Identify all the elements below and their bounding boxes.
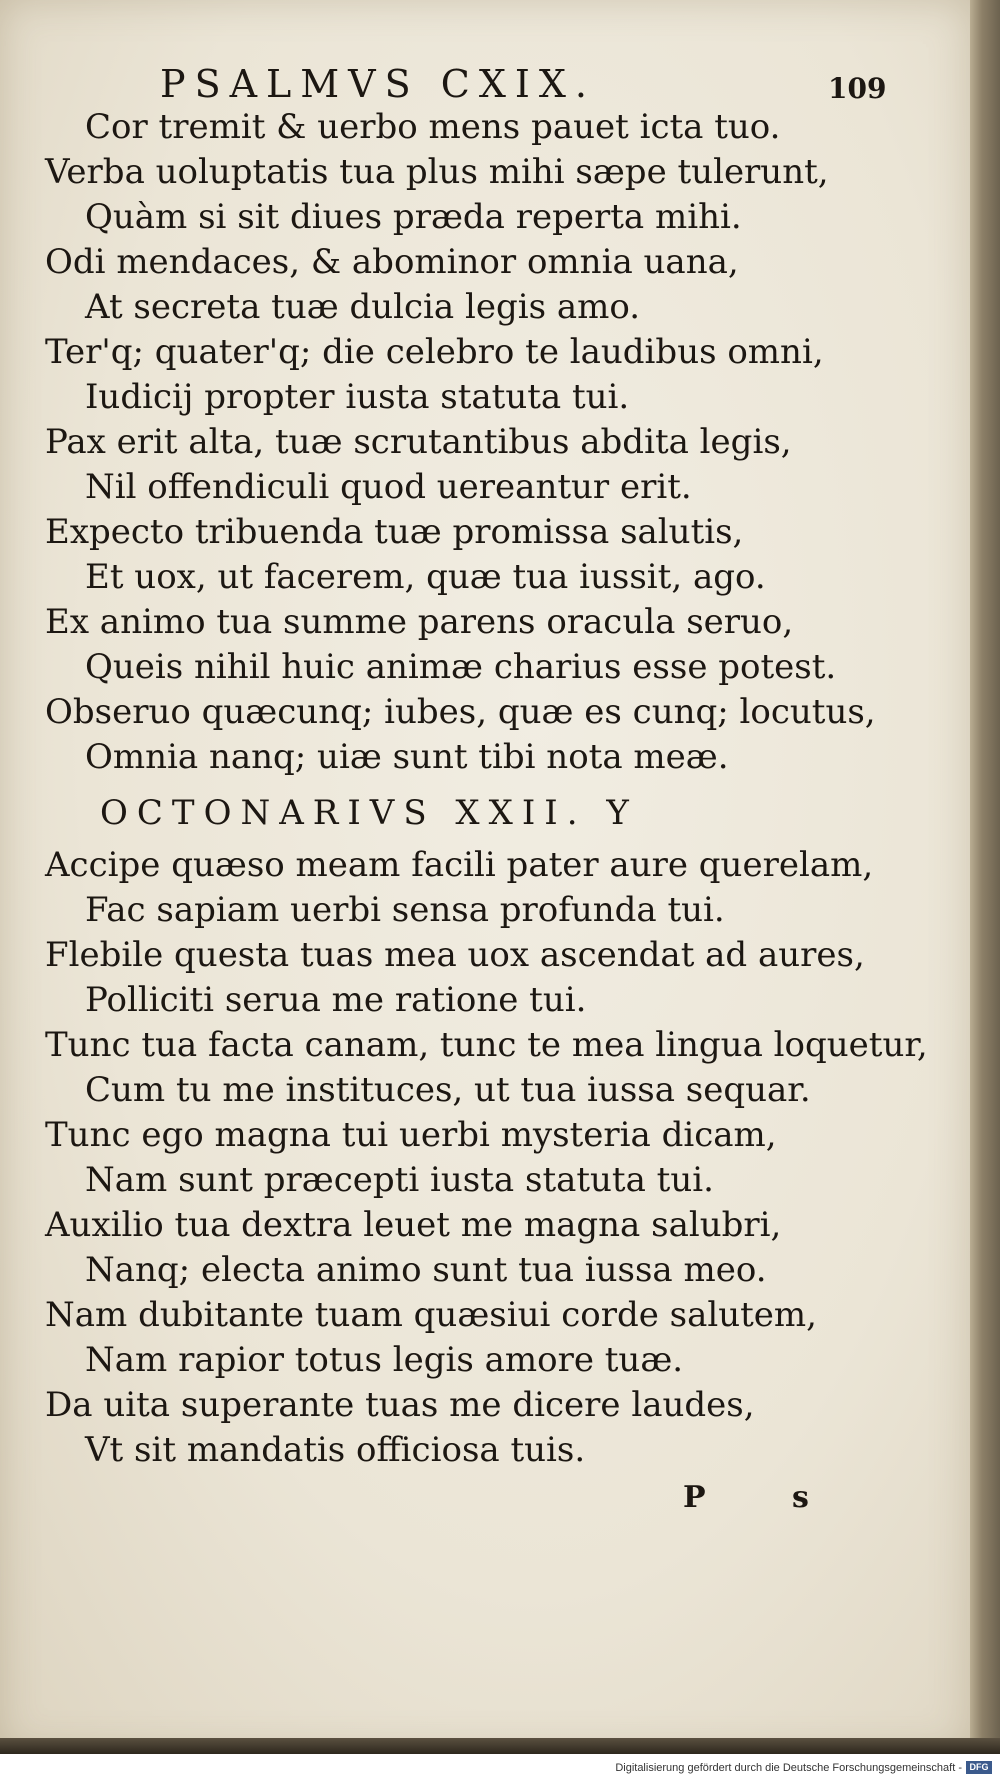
verse-line: Tunc tua facta canam, tunc te mea lingua loquetur, xyxy=(45,1025,928,1065)
section-heading: OCTONARIVS XXII. Y xyxy=(100,793,638,833)
book-spine-edge xyxy=(970,0,1000,1752)
verse-line: Cor tremit & uerbo mens pauet icta tuo. xyxy=(85,107,781,147)
verse-line: Auxilio tua dextra leuet me magna salubri, xyxy=(45,1205,782,1245)
verse-line: Queis nihil huic animæ charius esse potest. xyxy=(85,647,837,687)
verse-line: Accipe quæso meam facili pater aure querelam, xyxy=(45,845,874,885)
verse-line: Nam sunt præcepti iusta statuta tui. xyxy=(85,1160,714,1200)
verse-line: Ex animo tua summe parens oracula seruo, xyxy=(45,602,794,642)
verse-line: Expecto tribuenda tuæ promissa salutis, xyxy=(45,512,744,552)
verse-line: Tunc ego magna tui uerbi mysteria dicam, xyxy=(45,1115,777,1155)
verse-line: Verba uoluptatis tua plus mihi sæpe tulerunt, xyxy=(45,152,829,192)
running-head: PSALMVS CXIX. xyxy=(160,62,597,106)
dfg-logo: DFG xyxy=(966,1761,992,1774)
verse-line: Odi mendaces, & abominor omnia uana, xyxy=(45,242,739,282)
verse-line: Pax erit alta, tuæ scrutantibus abdita legis, xyxy=(45,422,792,462)
verse-line: Nanq; electa animo sunt tua iussa meo. xyxy=(85,1250,767,1290)
verse-line: Flebile questa tuas mea uox ascendat ad aures, xyxy=(45,935,865,975)
verse-line: Polliciti serua me ratione tui. xyxy=(85,980,587,1020)
digitization-credit: Digitalisierung gefördert durch die Deutsche Forschungsgemeinschaft - xyxy=(615,1762,962,1774)
verse-line: Obseruo quæcunq; iubes, quæ es cunq; locutus, xyxy=(45,692,876,732)
verse-line: Et uox, ut facerem, quæ tua iussit, ago. xyxy=(85,557,766,597)
verse-line: Nil offendiculi quod uereantur erit. xyxy=(85,467,692,507)
verse-line: Omnia nanq; uiæ sunt tibi nota meæ. xyxy=(85,737,729,777)
page-number: 109 xyxy=(828,72,887,105)
signature-mark: P s xyxy=(683,1480,847,1515)
verse-line: Da uita superante tuas me dicere laudes, xyxy=(45,1385,755,1425)
verse-line: Ter'q; quater'q; die celebro te laudibus omni, xyxy=(45,332,824,372)
verse-line: Nam dubitante tuam quæsiui corde salutem, xyxy=(45,1295,817,1335)
page-bottom-edge xyxy=(0,1738,1000,1754)
verse-line: Vt sit mandatis officiosa tuis. xyxy=(85,1430,586,1470)
verse-line: Nam rapior totus legis amore tuæ. xyxy=(85,1340,684,1380)
verse-line: Fac sapiam uerbi sensa profunda tui. xyxy=(85,890,725,930)
verse-line: Cum tu me instituces, ut tua iussa sequar. xyxy=(85,1070,811,1110)
verse-line: At secreta tuæ dulcia legis amo. xyxy=(85,287,641,327)
verse-line: Quàm si sit diues præda reperta mihi. xyxy=(85,197,742,237)
verse-line: Iudicij propter iusta statuta tui. xyxy=(85,377,630,417)
